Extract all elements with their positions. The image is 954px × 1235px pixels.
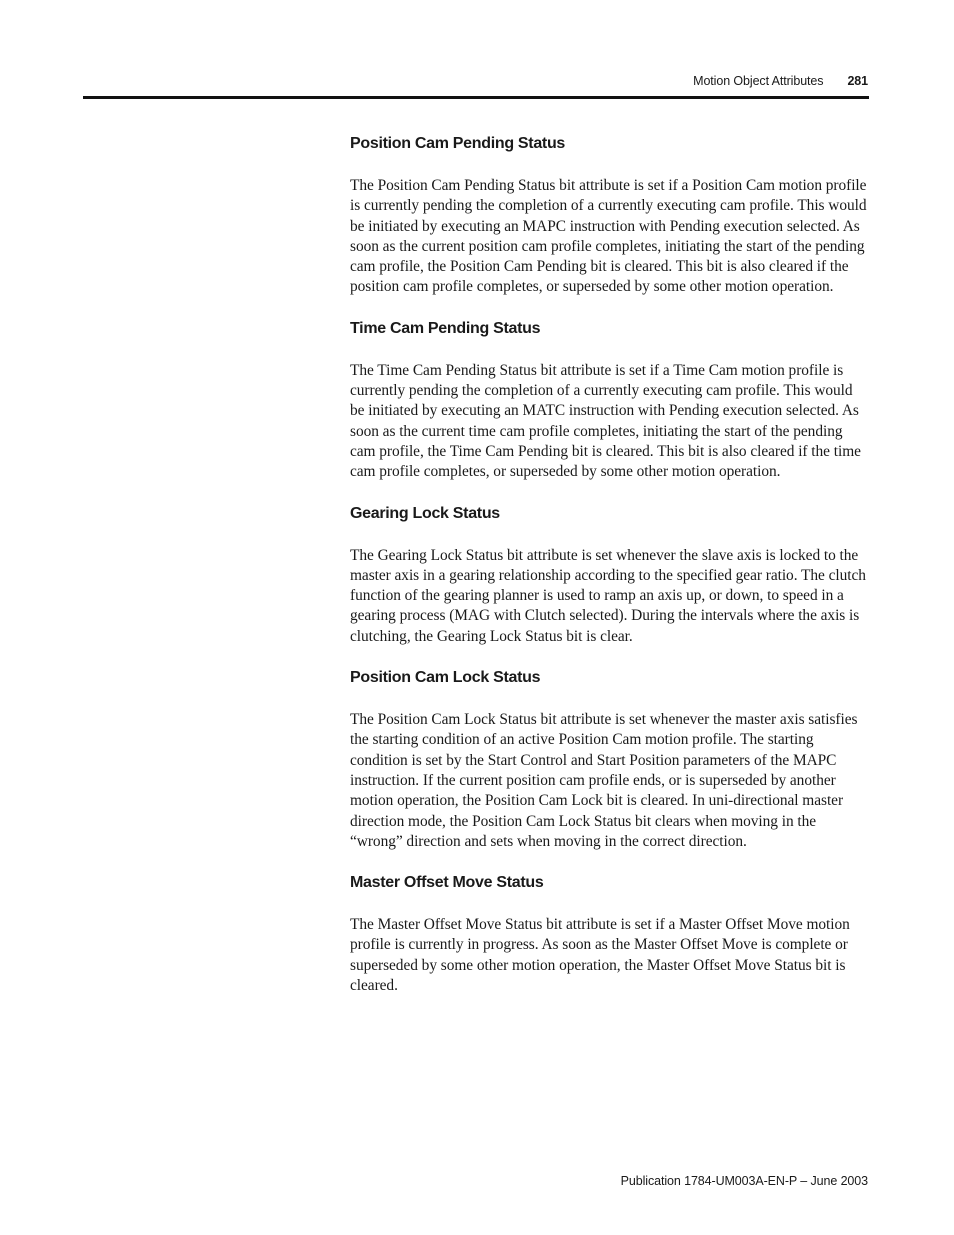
running-header-title: Motion Object Attributes [693, 74, 824, 88]
section-gearing-lock-status [350, 504, 870, 647]
section-heading: Position Cam Pending Status [350, 135, 566, 152]
section-master-offset-move-status [350, 873, 870, 996]
page-number: 281 [847, 74, 868, 88]
header-rule [83, 96, 869, 99]
section-body: The Gearing Lock Status bit attribute is set whenever the slave axis is locked to the master axis in a gearing relationship according to the specified gear ratio. The clutch function of the gearing planner is used to ramp an axis up, or down, to speed in a gearing process (MAG with Clutch selected). During the intervals where the axis is clutching, the Gearing Lock Status bit is clear. [350, 546, 866, 645]
section-time-cam-pending-status [350, 319, 870, 483]
section-body: The Position Cam Pending Status bit attribute is set if a Position Cam motion profile is currently pending the completion of a currently executing cam profile. This would be initiated by executing an MAPC instruction with Pending execution selected. As soon as the current position cam profile completes, initiating the start of the pending cam profile, the Position Cam Pending bit is cleared. This bit is also cleared if the position cam profile completes, or superseded by some other motion operation. [350, 177, 867, 296]
section-heading: Master Offset Move Status [350, 874, 544, 892]
page-header [693, 74, 868, 88]
section-body: The Position Cam Lock Status bit attribute is set whenever the master axis satisfies the starting condition of an active Position Cam motion profile. The starting condition is set by the Start Control and Start Position parameters of the MAPC instruction. If the current position cam profile ends, or is superseded by another motion operation, the Position Cam Lock bit is cleared. In uni-directional master direction mode, the Position Cam Lock Status bit clears when moving in the “wrong” direction and sets when moving in the correct direction. [350, 711, 858, 850]
section-heading: Position Cam Lock Status [350, 669, 541, 687]
page-footer [621, 1174, 868, 1188]
section-position-cam-lock-status [350, 668, 870, 852]
section-heading: Time Cam Pending Status [350, 319, 541, 337]
section-body: The Time Cam Pending Status bit attribute is set if a Time Cam motion profile is currently pending the completion of a currently executing cam profile. This would be initiated by executing an MATC instruction with Pending execution selected. As soon as the current time cam profile completes, initiating the start of the pending cam profile, the Time Cam Pending bit is cleared. This bit is also cleared if the time cam profile completes, or superseded by some other motion operation. [350, 361, 861, 481]
section-heading: Gearing Lock Status [350, 504, 500, 522]
main-content [350, 134, 870, 1017]
publication-info: Publication 1784-UM003A-EN-P – June 2003 [620, 1174, 868, 1188]
section-position-cam-pending-status [350, 134, 870, 298]
section-body: The Master Offset Move Status bit attribute is set if a Master Offset Move motion profile is currently in progress. As soon as the Master Offset Move is complete or superseded by some other motion operation, the Master Offset Move Status bit is cleared. [350, 916, 850, 995]
